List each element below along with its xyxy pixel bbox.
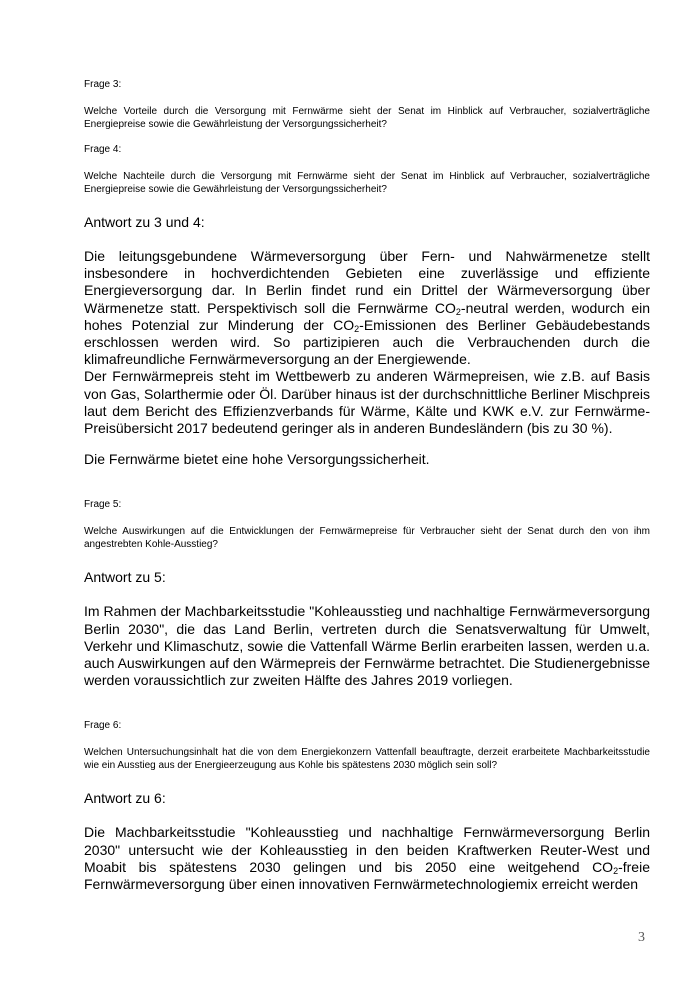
page-number: 3: [638, 930, 645, 945]
answer-3-4-paragraph-3: Die Fernwärme bietet eine hohe Versorgungssicherheit.: [84, 451, 430, 468]
question-3-label: Frage 3:: [84, 79, 122, 90]
answer-6-heading: Antwort zu 6:: [84, 790, 166, 807]
question-6-text: Welchen Untersuchungsinhalt hat die von dem Energiekonzern Vattenfall beauftragte, derzeit erarbeitete Machbarkeitsstudie wie ein Ausstieg aus der Energieerzeugung aus Kohle bis spätestens 2030 möglich sein soll?: [84, 747, 650, 772]
answer-5-heading: Antwort zu 5:: [84, 569, 166, 586]
answer-6-paragraph: Die Machbarkeitsstudie "Kohleausstieg und nachhaltige Fernwärmeversorgung Berlin 2030" untersucht wie der Kohleausstieg in den beiden Kraftwerken Reuter-West und Moabit bis spätestens 2030 gelingen und bis 2050 eine weitgehend $CO_2$-freie Fernwärmeversorgung über einen innovativen Fernwärmetechnologiemix erreicht werden: [84, 824, 650, 893]
question-6-label: Frage 6:: [84, 720, 122, 732]
question-5-text: Welche Auswirkungen auf die Entwicklungen der Fernwärmepreise für Verbraucher sieht der Senat durch den von ihm angestrebten Kohle-Ausstieg?: [84, 526, 650, 551]
answer-3-4-paragraph-1: Die leitungsgebundene Wärmeversorgung über Fern- und Nahwärmenetze stellt insbesondere in hochverdichtenden Gebieten eine zuverlässige und effiziente Energieversorgung dar. In Berlin findet rund ein Drittel der Wärmeversorgung über Wärmenetze statt. Perspektivisch soll die Fernwärme $CO_2$-neutral werden, wodurch ein hohes Potenzial zur Minderung der $CO_2$-Emissionen des Berliner Gebäudebestands erschlossen werden wird. So partizipieren auch die Verbrauchenden durch die klimafreundliche Fernwärmeversorgung an der Energiewende.: [84, 248, 651, 368]
question-5-label: Frage 5:: [84, 499, 122, 511]
question-4-label: Frage 4:: [84, 144, 122, 155]
document-page: [84, 78, 650, 893]
answer-3-4-heading: Antwort zu 3 und 4:: [84, 214, 205, 230]
question-4-text: Welche Nachteile durch die Versorgung mit Fernwärme sieht der Senat im Hinblick auf Verbraucher, sozialverträgliche Energiepreise sowie die Gewährleistung der Versorgungssicherheit?: [84, 171, 650, 195]
answer-5-paragraph: Im Rahmen der Machbarkeitsstudie "Kohleausstieg und nachhaltige Fernwärmeversorgung Berlin 2030", die das Land Berlin, vertreten durch die Senatsverwaltung für Umwelt, Verkehr und Klimaschutz, sowie die Vattenfall Wärme Berlin erarbeiten lassen, werden u.a. auch Auswirkungen auf den Wärmepreis der Fernwärme betrachtet. Die Studienergebnisse werden voraussichtlich zur zweiten Hälfte des Jahres 2019 vorliegen.: [84, 603, 650, 689]
question-3-text: Welche Vorteile durch die Versorgung mit Fernwärme sieht der Senat im Hinblick auf Verbraucher, sozialverträgliche Energiepreise sowie die Gewährleistung der Versorgungssicherheit?: [84, 106, 650, 130]
answer-3-4-paragraph-2: Der Fernwärmepreis steht im Wettbewerb zu anderen Wärmepreisen, wie z.B. auf Basis von Gas, Solarthermie oder Öl. Darüber hinaus ist der durchschnittliche Berliner Mischpreis laut dem Bericht des Effizienzverbands für Wärme, Kälte und KWK e.V. zur Fernwärme-Preisübersicht 2017 bedeutend geringer als in anderen Bundesländern (bis zu 30 %).: [84, 368, 650, 437]
